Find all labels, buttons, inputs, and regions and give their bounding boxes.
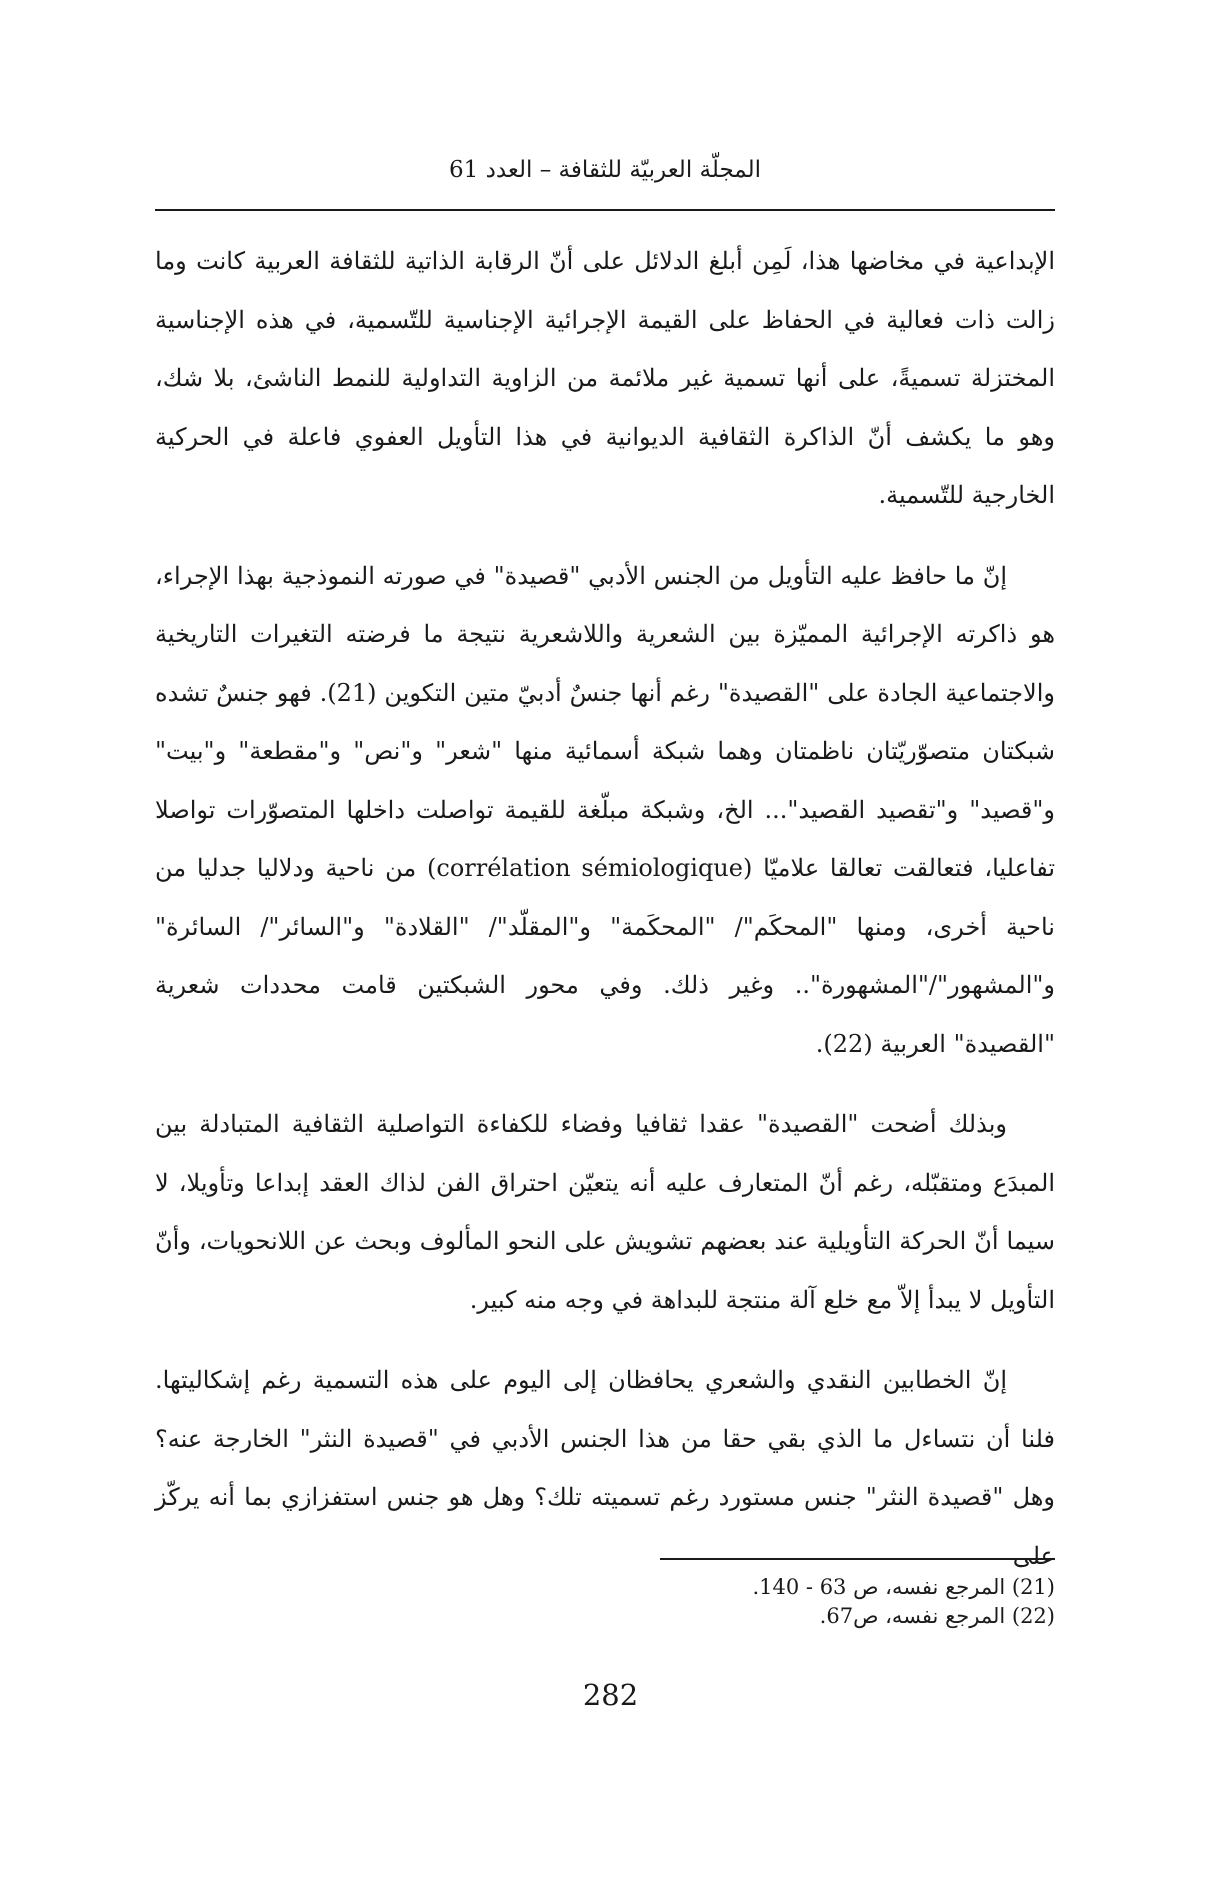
footnote-22: (22) المرجع نفسه، ص67.: [819, 1604, 1055, 1628]
text-line: إنّ ما حافظ عليه التأويل من الجنس الأدبي "قصيدة" في صورته النموذجية بهذا: [236, 561, 1008, 590]
text-line: "قصيدة النثر" جنس مستورد رغم تسميته تلك؟ وهل هو جنس استفزازي بما أنه يركّز على: [155, 1483, 1055, 1570]
text-line: الإبداعية في مخاضها هذا، لَمِن أبلغ الدلائل على أنّ الرقابة الذاتية للثقافة العربية كانت وما: [155, 247, 1055, 275]
text-line: العربية (22).: [815, 1029, 946, 1058]
text-line: المبدَع ومتقبّله، رغم أنّ المتعارف عليه أنه يتعيّن احتراق الفن لذاك العقد إبداعا وتأويلا، لا: [155, 1168, 1055, 1197]
paragraph-1: [155, 232, 1055, 525]
text-line: المختزلة تسميةً، على أنها تسمية غير ملائمة من الزاوية التداولية للنمط الناشئ، بلا شك،: [155, 364, 1055, 392]
paragraph-4: [155, 1351, 1055, 1585]
text-line: فلنا أن نتساءل ما الذي بقي حقا من هذا الجنس الأدبي في "قصيدة النثر" الخارجة عنه؟ وهل: [155, 1424, 1055, 1511]
text-line: الإجراء، هو ذاكرته الإجرائية المميّزة بين الشعرية واللاشعرية نتيجة ما فرضته التغيرات التاريخية: [155, 561, 1055, 648]
text-line: زالت ذات فعالية في الحفاظ على القيمة الإجرائية الإجناسية للتّسمية، في هذه الإجناسية: [155, 305, 1055, 334]
text-line: سيما أنّ الحركة التأويلية عند بعضهم تشويش على النحو المألوف وبحث عن اللانحويات، وأنّ: [155, 1227, 1055, 1255]
text-line: وبذلك أضحت "القصيدة" عقدا ثقافيا وفضاء للكفاءة التواصلية الثقافية المتبادلة بين: [155, 1110, 1007, 1138]
paragraph-2: [155, 547, 1055, 1074]
text-line: ناحية أخرى، ومنها "المحكَم"/ "المحكَمة" و"المقلّد"/ "القلادة" و"السائر"/ السائرة": [155, 912, 1055, 941]
text-line: و"قصيد" و"تقصيد القصيد"... الخ، وشبكة مبلّغة للقيمة تواصلت داخلها المتصوّرات تواصلا: [155, 795, 1055, 824]
text-line: التأويل لا يبدأ إلاّ مع خلع آلة منتجة للبداهة في وجه منه كبير.: [469, 1285, 1055, 1314]
paragraph-3: [155, 1095, 1055, 1329]
page-number: 282: [582, 1678, 639, 1712]
running-header: المجلّة العربيّة للثقافة – العدد 61: [448, 157, 762, 183]
footnote-divider: [660, 1558, 1055, 1560]
text-line: إنّ الخطابين النقدي والشعري يحافظان إلى اليوم على هذه التسمية رغم إشكاليتها.: [155, 1366, 1007, 1394]
footnotes: [555, 1573, 1055, 1631]
header-divider: [155, 209, 1055, 211]
text-line: للتّسمية.: [878, 481, 965, 509]
text-line: و"المشهور"/"المشهورة".. وغير ذلك. وفي محور الشبكتين قامت محددات شعرية "القصيدة": [155, 971, 1055, 1058]
text-line: شبكتان متصوّريّتان ناظمتان وهما شبكة أسمائية منها "شعر" و"نص" و"مقطعة" و"بيت": [155, 737, 1055, 765]
text-line: تفاعليا، فتعالقت تعالقا علاميّا (corrélation sémiologique) من ناحية ودلاليا جدليا من: [155, 854, 1056, 882]
footnote-21: (21) المرجع نفسه، ص 63 - 140.: [752, 1575, 1055, 1599]
text-line: وهو ما يكشف أنّ الذاكرة الثقافية الديوانية في هذا التأويل العفوي فاعلة في الحركية الخارجية: [155, 422, 1056, 509]
text-line: والاجتماعية الجادة على "القصيدة" رغم أنها جنسٌ أدبيّ متين التكوين (21). فهو جنسٌ تشده: [155, 678, 1056, 707]
body-text: [155, 232, 1055, 1607]
